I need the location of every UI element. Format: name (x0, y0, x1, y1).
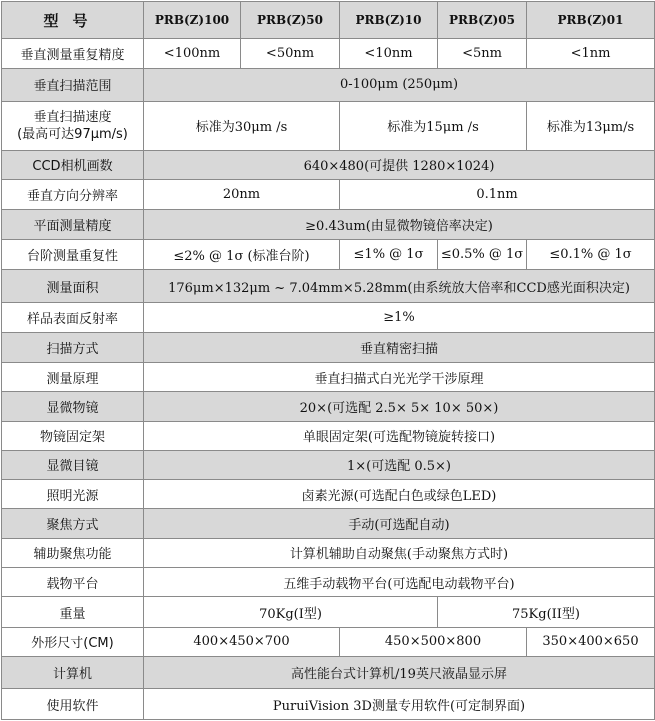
value-cell: ≤0.5% @ 1σ (438, 239, 527, 269)
label-vertical-resolution: 垂直方向分辨率 (2, 179, 144, 209)
row-principle (2, 362, 655, 391)
value-cell: ≤2% @ 1σ (标准台阶) (144, 239, 340, 269)
label-objective: 显微物镜 (2, 392, 144, 421)
label-scan-mode: 扫描方式 (2, 332, 144, 362)
row-vertical-scan-speed (2, 102, 655, 151)
label-vertical-scan-speed (2, 102, 144, 151)
label-line: 垂直扫描速度 (33, 109, 112, 125)
value-cell: 垂直精密扫描 (144, 332, 655, 362)
value-cell: 176μm×132μm ~ 7.04mm×5.28mm(由系统放大倍率和CCD感光面积决定) (144, 269, 655, 302)
value-cell: 标准为13μm/s (527, 102, 655, 151)
value-cell: 350×400×650 (527, 627, 655, 656)
value-cell: 0-100μm (250μm) (144, 68, 655, 101)
label-ccd-pixels: CCD相机画数 (2, 150, 144, 179)
row-illumination (2, 480, 655, 509)
label-software: 使用软件 (2, 689, 144, 720)
value-cell: 70Kg(I型) (144, 597, 438, 627)
value-cell: ≤0.1% @ 1σ (527, 239, 655, 269)
row-measure-area (2, 269, 655, 302)
value-cell: 手动(可选配自动) (144, 509, 655, 538)
label-weight: 重量 (2, 597, 144, 627)
value-cell: 1×(可选配 0.5×) (144, 450, 655, 479)
value-cell: ≥0.43um(由显微物镜倍率决定) (144, 210, 655, 239)
row-objective (2, 392, 655, 421)
label-vertical-scan-range: 垂直扫描范围 (2, 68, 144, 101)
row-vertical-scan-range (2, 68, 655, 101)
model-prb-z-100: PRB(Z)100 (144, 2, 241, 39)
label-focus-mode: 聚焦方式 (2, 509, 144, 538)
model-prb-z-10: PRB(Z)10 (340, 2, 438, 39)
model-prb-z-01: PRB(Z)01 (527, 2, 655, 39)
row-eyepiece (2, 450, 655, 479)
label-focus-assist: 辅助聚焦功能 (2, 538, 144, 567)
row-focus-assist (2, 538, 655, 567)
row-scan-mode (2, 332, 655, 362)
row-dimensions (2, 627, 655, 656)
value-cell: 卤素光源(可选配白色或绿色LED) (144, 480, 655, 509)
row-computer (2, 657, 655, 689)
row-software (2, 689, 655, 720)
label-reflectivity: 样品表面反射率 (2, 303, 144, 332)
value-cell: 400×450×700 (144, 627, 340, 656)
label-computer: 计算机 (2, 657, 144, 689)
row-vertical-resolution (2, 179, 655, 209)
value-cell: <5nm (438, 39, 527, 68)
row-plane-accuracy (2, 210, 655, 239)
model-header-label: 型号 (2, 2, 144, 39)
value-cell: <10nm (340, 39, 438, 68)
label-stage: 载物平台 (2, 568, 144, 597)
header-row (2, 2, 655, 39)
value-cell: ≤1% @ 1σ (340, 239, 438, 269)
label-measure-area: 测量面积 (2, 269, 144, 302)
label-step-repeatability: 台阶测量重复性 (2, 239, 144, 269)
value-cell: 20×(可选配 2.5× 5× 10× 50×) (144, 392, 655, 421)
value-cell: 五维手动载物平台(可选配电动载物平台) (144, 568, 655, 597)
row-focus-mode (2, 509, 655, 538)
row-weight (2, 597, 655, 627)
label-plane-accuracy: 平面测量精度 (2, 210, 144, 239)
row-stage (2, 568, 655, 597)
value-cell: 垂直扫描式白光光学干涉原理 (144, 362, 655, 391)
label-illumination: 照明光源 (2, 480, 144, 509)
value-cell: <100nm (144, 39, 241, 68)
label-principle: 测量原理 (2, 362, 144, 391)
label-objective-mount: 物镜固定架 (2, 421, 144, 450)
row-reflectivity (2, 303, 655, 332)
row-ccd-pixels (2, 150, 655, 179)
value-cell: 450×500×800 (340, 627, 527, 656)
value-cell: <50nm (241, 39, 340, 68)
value-cell: ≥1% (144, 303, 655, 332)
value-cell: 标准为15μm /s (340, 102, 527, 151)
label-vertical-repeatability: 垂直测量重复精度 (2, 39, 144, 68)
value-cell: 高性能台式计算机/19英尺液晶显示屏 (144, 657, 655, 689)
row-vertical-repeatability (2, 39, 655, 68)
value-cell: 0.1nm (340, 179, 655, 209)
model-prb-z-05: PRB(Z)05 (438, 2, 527, 39)
value-cell: <1nm (527, 39, 655, 68)
value-cell: 标准为30μm /s (144, 102, 340, 151)
row-objective-mount (2, 421, 655, 450)
label-dimensions: 外形尺寸(CM) (2, 627, 144, 656)
value-cell: 计算机辅助自动聚焦(手动聚焦方式时) (144, 538, 655, 567)
value-cell: 640×480(可提供 1280×1024) (144, 150, 655, 179)
label-line: (最高可达97μm/s) (17, 126, 128, 142)
value-cell: PuruiVision 3D测量专用软件(可定制界面) (144, 689, 655, 720)
spec-table (1, 1, 655, 720)
value-cell: 单眼固定架(可选配物镜旋转接口) (144, 421, 655, 450)
row-step-repeatability (2, 239, 655, 269)
model-prb-z-50: PRB(Z)50 (241, 2, 340, 39)
value-cell: 20nm (144, 179, 340, 209)
value-cell: 75Kg(II型) (438, 597, 655, 627)
label-eyepiece: 显微目镜 (2, 450, 144, 479)
